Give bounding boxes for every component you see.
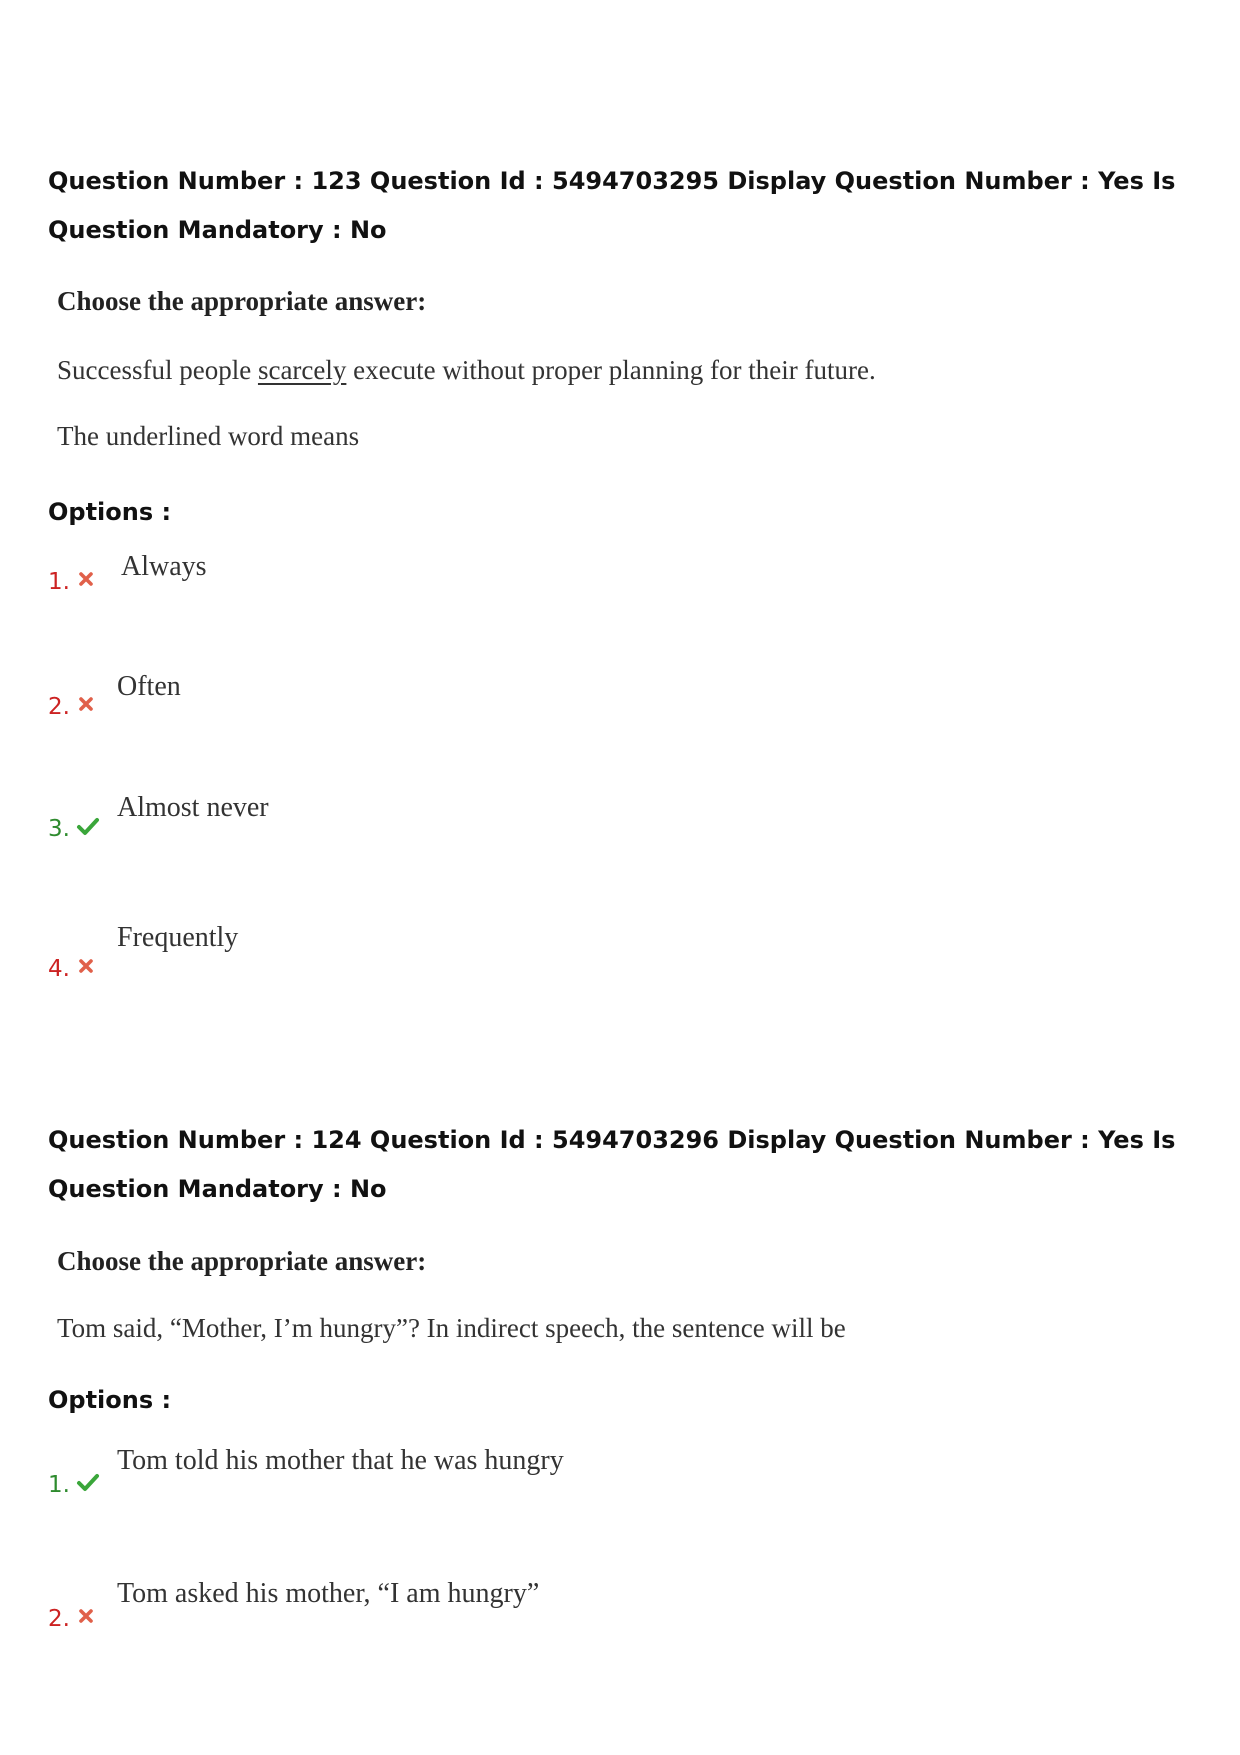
cross-icon [78, 571, 94, 587]
options-label: Options : [48, 498, 172, 526]
cross-icon [78, 696, 94, 712]
option-number: 4. [48, 956, 70, 982]
options-label: Options : [48, 1386, 172, 1414]
option-number: 1. [48, 1472, 70, 1498]
option-text: Frequently [117, 922, 239, 953]
check-icon [76, 816, 100, 836]
cross-icon [78, 958, 94, 974]
question-124-meta: Question Number : 124 Question Id : 5494703296 Display Question Number : Yes Is Question Mandatory : No [48, 1126, 1176, 1203]
option-text: Always [121, 551, 207, 582]
sentence-part: execute without proper planning for their future. [346, 355, 876, 385]
option-number: 2. [48, 1606, 70, 1632]
question-123-sentence [57, 355, 876, 386]
underlined-word: scarcely [257, 355, 347, 385]
check-icon [76, 1472, 100, 1492]
question-123-meta: Question Number : 123 Question Id : 5494703295 Display Question Number : Yes Is Question Mandatory : No [48, 167, 1176, 244]
option-text: Tom asked his mother, “I am hungry” [117, 1578, 540, 1609]
option-text: Tom told his mother that he was hungry [117, 1445, 564, 1476]
option-number: 2. [48, 694, 70, 720]
question-124-instruction: Choose the appropriate answer: [57, 1246, 427, 1276]
question-124-sentence: Tom said, “Mother, I’m hungry”? In indirect speech, the sentence will be [57, 1313, 846, 1343]
option-text: Almost never [117, 792, 269, 823]
question-123-instruction: Choose the appropriate answer: [57, 286, 427, 316]
option-text: Often [117, 671, 181, 702]
option-number: 1. [48, 569, 70, 595]
question-123-prompt: The underlined word means [57, 421, 360, 451]
cross-icon [78, 1608, 94, 1624]
option-number: 3. [48, 816, 70, 842]
sentence-part: Successful people [57, 355, 258, 385]
